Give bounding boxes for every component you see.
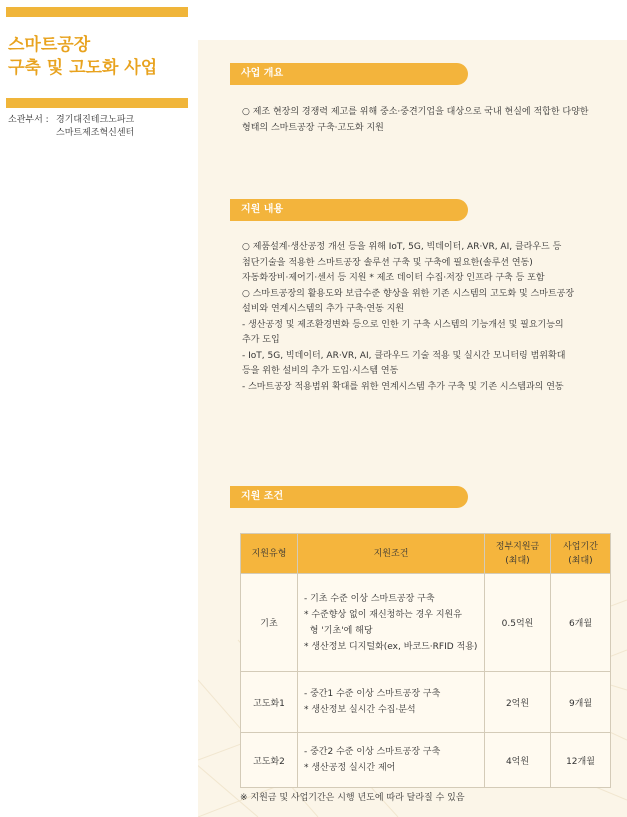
overview-body bbox=[242, 105, 588, 136]
condition-line: * 생산정보 디지털화(ex, 바코드·RFID 적용) bbox=[304, 641, 478, 652]
condition-line: - 기초 수준 이상 스마트공장 구축 bbox=[304, 593, 435, 604]
support-line: 추가 도입 bbox=[242, 335, 280, 345]
condition-line: * 생산공정 실시간 제어 bbox=[304, 763, 396, 773]
header-condition: 지원조건 bbox=[298, 534, 485, 574]
condition-line: - 중간1 수준 이상 스마트공장 구축 bbox=[304, 689, 441, 699]
mid-accent-bar bbox=[6, 98, 188, 108]
cell-period: 6개월 bbox=[551, 574, 611, 672]
header-amount bbox=[485, 534, 551, 574]
header-period-text: 사업기간 (최대) bbox=[563, 541, 598, 566]
header-period bbox=[551, 534, 611, 574]
title-line-1: 스마트공장 bbox=[8, 35, 91, 55]
dept-label: 소관부서 : bbox=[8, 115, 49, 125]
table-row bbox=[241, 574, 611, 672]
support-line: ○ 제품설계·생산공정 개선 등을 위해 IoT, 5G, 빅데이터, AR·VR, AI, 클라우드 등 bbox=[242, 242, 562, 252]
cell-type: 고도화1 bbox=[241, 672, 298, 733]
header-amount-text: 정부지원금 (최대) bbox=[495, 541, 540, 566]
table-row bbox=[241, 672, 611, 733]
cell-amount: 0.5억원 bbox=[485, 574, 551, 672]
support-line: 등을 위한 설비의 추가 도입·시스템 연동 bbox=[242, 366, 399, 376]
table-row bbox=[241, 733, 611, 788]
cell-amount: 4억원 bbox=[485, 733, 551, 788]
support-body bbox=[242, 240, 574, 395]
top-accent-bar bbox=[6, 7, 188, 17]
cell-type: 기초 bbox=[241, 574, 298, 672]
section-header-support: 지원 내용 bbox=[230, 199, 468, 221]
cell-type: 고도화2 bbox=[241, 733, 298, 788]
support-conditions-table bbox=[240, 533, 611, 788]
support-line: 자동화장비·제어기·센서 등 지원 * 제조 데이터 수집·저장 인프라 구축 등 포함 bbox=[242, 273, 545, 283]
cell-amount: 2억원 bbox=[485, 672, 551, 733]
support-line: ○ 스마트공장의 활용도와 보급수준 향상을 위한 기존 시스템의 고도화 및 스마트공장 bbox=[242, 288, 575, 299]
cell-period: 9개월 bbox=[551, 672, 611, 733]
condition-line: * 수준향상 없이 재신청하는 경우 지원유 bbox=[304, 609, 462, 620]
overview-line: ○ 제조 현장의 경쟁력 제고를 위해 중소·중견기업을 대상으로 국내 현실에 적합한 다양한 bbox=[242, 107, 589, 117]
cell-condition bbox=[298, 672, 485, 733]
support-line: - IoT, 5G, 빅데이터, AR·VR, AI, 클라우드 기술 적용 및 실시간 모니터링 범위확대 bbox=[242, 350, 566, 361]
dept-line-2: 스마트제조혁신센터 bbox=[56, 128, 135, 138]
support-line: - 스마트공장 적용범위 확대를 위한 연계시스템 추가 구축 및 기존 시스템과의 연동 bbox=[242, 381, 564, 392]
title-line-2: 구축 및 고도화 사업 bbox=[8, 58, 158, 78]
condition-line: - 중간2 수준 이상 스마트공장 구축 bbox=[304, 747, 441, 757]
support-line: 설비와 연계시스템의 추가 구축·연동 지원 bbox=[242, 304, 405, 314]
cell-condition bbox=[298, 574, 485, 672]
footnote: ※ 지원금 및 사업기간은 시행 년도에 따라 달라질 수 있음 bbox=[240, 793, 465, 803]
cell-period: 12개월 bbox=[551, 733, 611, 788]
condition-line: * 생산정보 실시간 수집·분석 bbox=[304, 705, 416, 715]
condition-line: 형 '기초'에 해당 bbox=[304, 625, 373, 636]
cell-condition bbox=[298, 733, 485, 788]
page-title bbox=[8, 34, 188, 80]
overview-line: 형태의 스마트공장 구축·고도화 지원 bbox=[242, 122, 384, 133]
section-header-conditions: 지원 조건 bbox=[230, 486, 468, 508]
dept-line-1: 경기대진테크노파크 bbox=[56, 115, 135, 125]
support-line: 첨단기술을 적용한 스마트공장 솔루션 구축 및 구축에 필요한(솔루션 연동) bbox=[242, 257, 533, 268]
header-type: 지원유형 bbox=[241, 534, 298, 574]
table-header-row bbox=[241, 534, 611, 574]
support-line: - 생산공정 및 제조환경변화 등으로 인한 기 구축 시스템의 기능개선 및 필요기능의 bbox=[242, 319, 564, 330]
department-info bbox=[8, 114, 134, 140]
section-header-overview: 사업 개요 bbox=[230, 63, 468, 85]
